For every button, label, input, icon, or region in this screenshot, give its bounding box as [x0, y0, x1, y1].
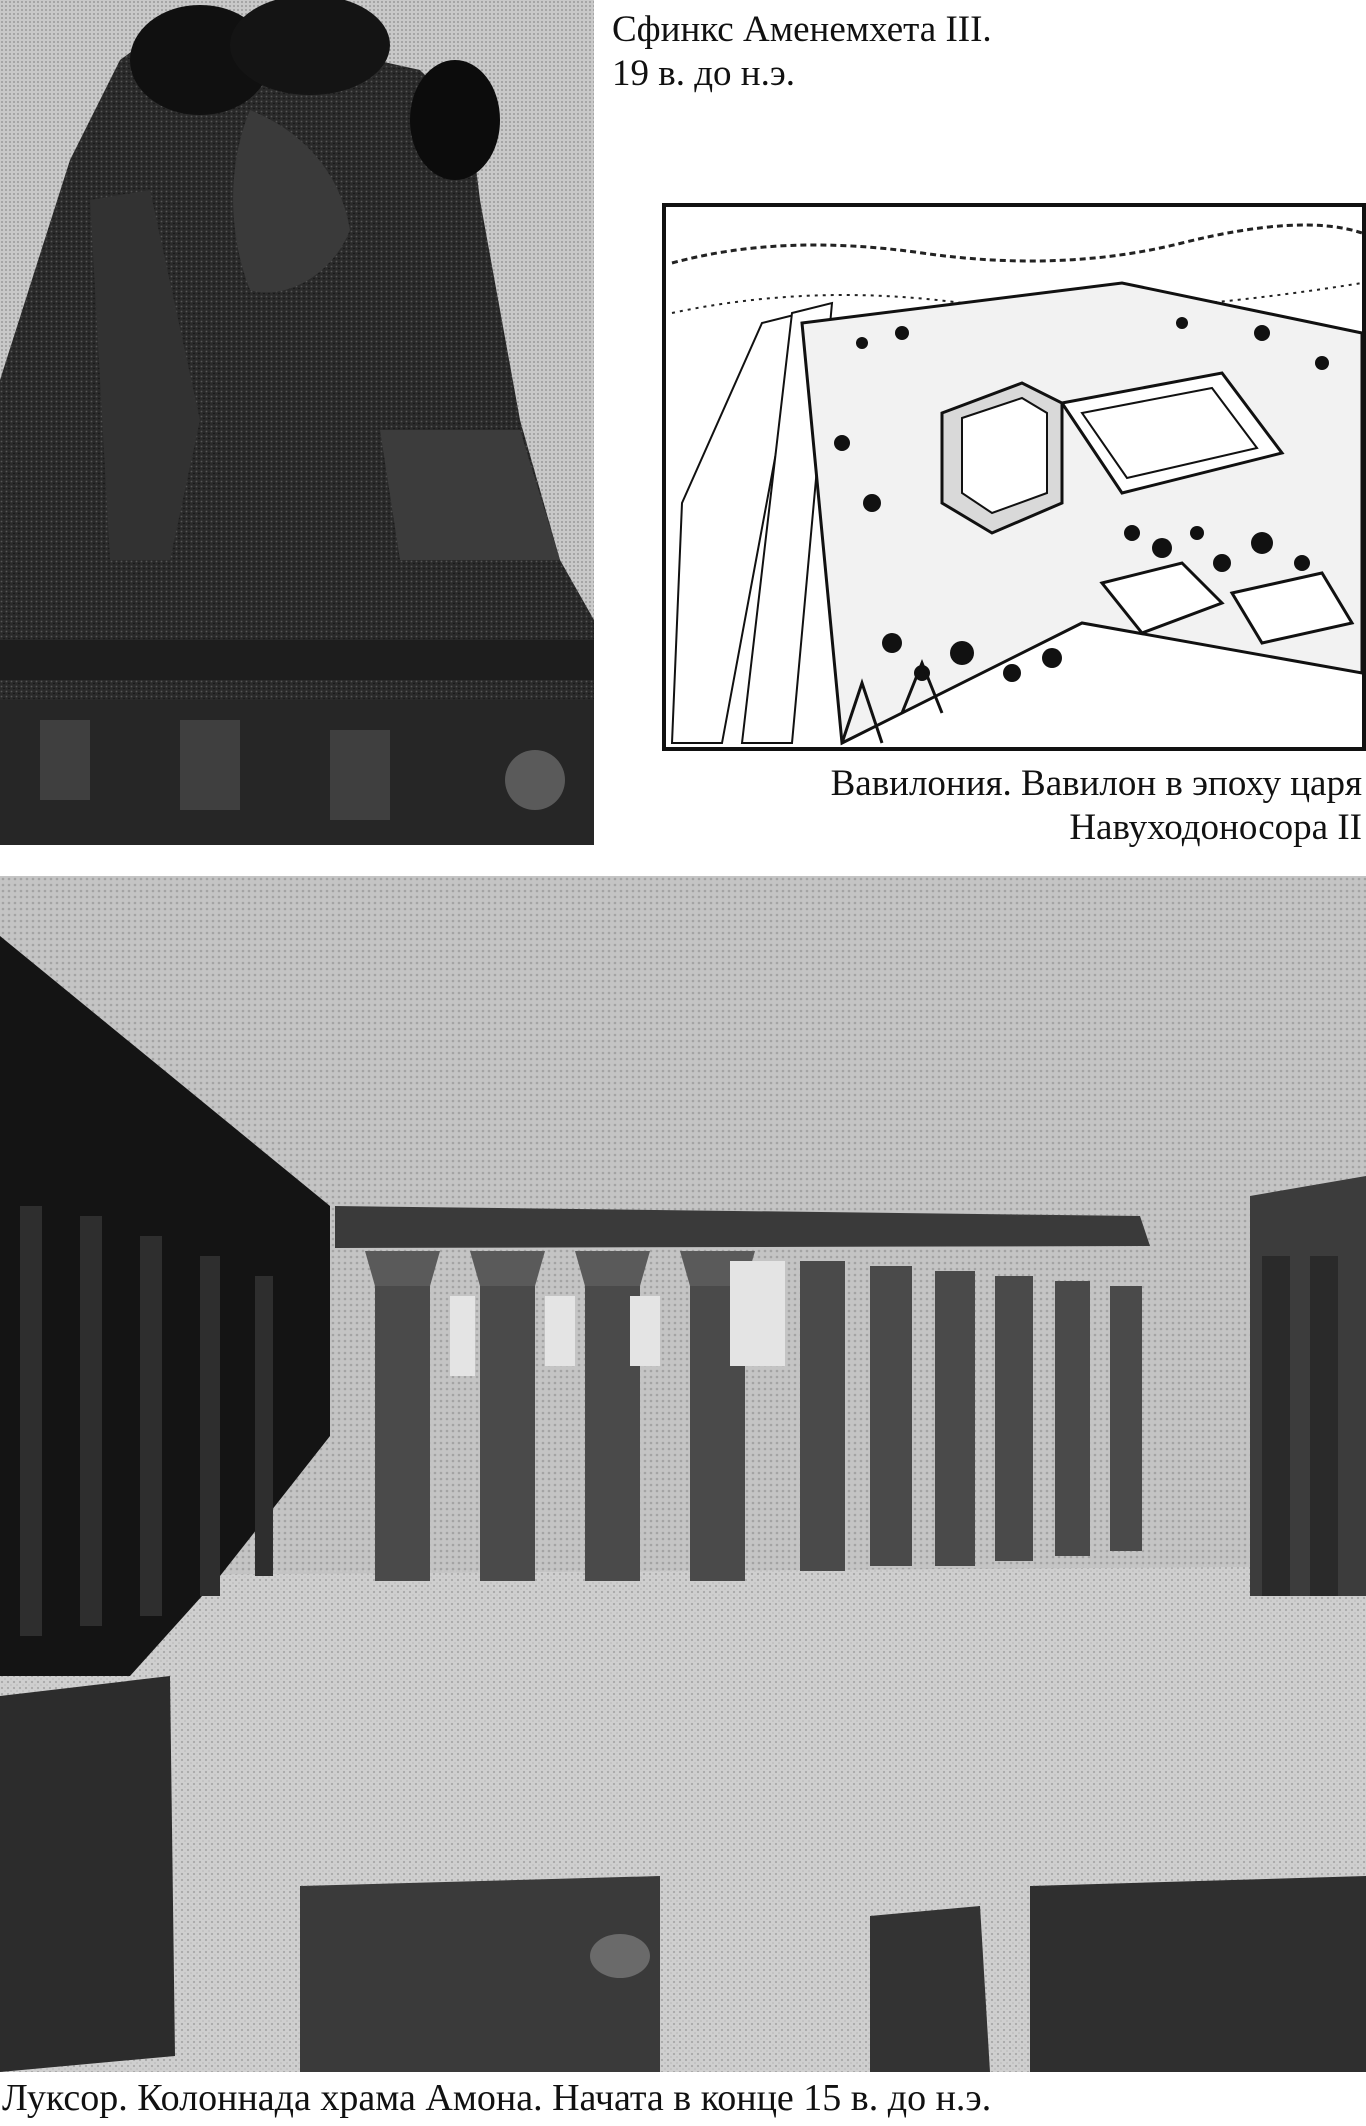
sphinx-photo: [0, 0, 594, 845]
babylon-drawing: [662, 203, 1366, 751]
luxor-photo: [0, 876, 1366, 2072]
sphinx-image: [0, 0, 594, 845]
sphinx-caption-line-1: Сфинкс Аменемхета III.: [612, 9, 992, 50]
babylon-image: [662, 203, 1366, 751]
sphinx-caption: [612, 8, 992, 96]
luxor-caption: [2, 2076, 991, 2120]
luxor-caption-line-1: Луксор. Колоннада храма Амона. Начата в конце 15 в. до н.э.: [2, 2077, 992, 2119]
sphinx-caption-line-2: 19 в. до н.э.: [612, 53, 795, 94]
luxor-image: [0, 876, 1366, 2072]
babylon-caption-line-1: Вавилония. Вавилон в эпоху царя: [830, 763, 1362, 804]
babylon-caption-line-2: Навуходоносора II: [1069, 807, 1362, 848]
babylon-caption: [831, 762, 1362, 850]
